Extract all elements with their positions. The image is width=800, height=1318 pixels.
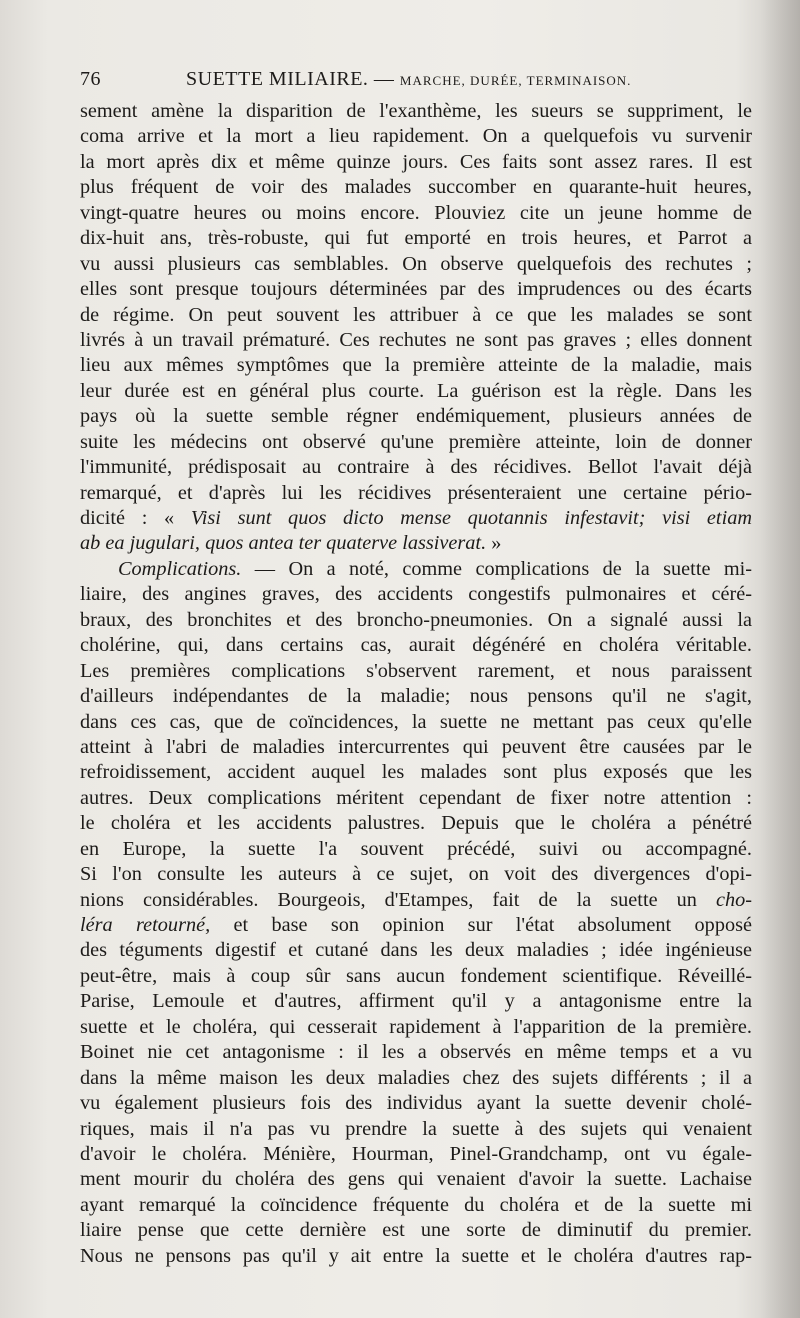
text-line: Si l'on consulte les auteurs à ce sujet, on voit des divergences d'opi- xyxy=(80,863,752,886)
text-line: ayant remarqué la coïncidence fréquente du choléra et de la suette mi xyxy=(80,1193,752,1216)
italic-term: léra retourné, xyxy=(80,914,211,936)
text-line xyxy=(80,531,752,556)
text-line: braux, des bronchites et des broncho-pneumonies. On a signalé aussi la xyxy=(80,608,752,631)
text-line: atteint à l'abri de maladies intercurrentes qui peuvent être causées par le xyxy=(80,735,752,758)
running-head xyxy=(80,68,760,96)
page-edge-shadow xyxy=(760,0,800,1318)
text-line: liaire pense que cette dernière est une sorte de diminutif du premier. xyxy=(80,1219,752,1242)
text-line xyxy=(80,506,752,531)
text-line: riques, mais il n'a pas vu prendre la suette à des sujets qui venaient xyxy=(80,1117,752,1140)
text-line: refroidissement, accident auquel les malades sont plus exposés que les xyxy=(80,761,752,784)
text-line: Parise, Lemoule et d'autres, affirment qu'il y a antagonisme entre la xyxy=(80,990,752,1013)
running-title xyxy=(186,68,631,91)
text-line: pays où la suette semble régner endémiquement, plusieurs années de xyxy=(80,405,752,428)
text-line: ment mourir du choléra des gens qui venaient d'avoir la suette. Lachaise xyxy=(80,1168,752,1191)
text-line: la mort après dix et même quinze jours. Ces faits sont assez rares. Il est xyxy=(80,150,752,173)
text-line: peut-être, mais à coup sûr sans aucun fondement scientifique. Réveillé- xyxy=(80,964,752,987)
text-line: d'avoir le choléra. Ménière, Hourman, Pinel-Grandchamp, ont vu égale- xyxy=(80,1142,752,1165)
text-line: autres. Deux complications méritent cependant de fixer notre attention : xyxy=(80,786,752,809)
text-line: liaire, des angines graves, des accidents congestifs pulmonaires et céré- xyxy=(80,583,752,606)
text-line: Boinet nie cet antagonisme : il les a observés en même temps et a vu xyxy=(80,1041,752,1064)
text-line xyxy=(80,913,752,938)
text-line: suite les médecins ont observé qu'une première atteinte, loin de donner xyxy=(80,430,752,453)
italic-term: cho- xyxy=(715,888,752,911)
text-line: sement amène la disparition de l'exanthème, les sueurs se suppriment, le xyxy=(80,100,752,122)
text-line: des téguments digestif et cutané dans les deux maladies ; idée ingénieuse xyxy=(80,939,752,962)
text-line: vu également plusieurs fois des individus ayant la suette devenir cholé- xyxy=(80,1092,752,1115)
text-line: vu aussi plusieurs cas semblables. On observe quelquefois des rechutes ; xyxy=(80,252,752,275)
text-run: — On a noté, comme complications de la suette mi- xyxy=(241,557,752,580)
section-heading-line xyxy=(80,557,752,582)
running-title-dash: — xyxy=(373,68,395,90)
body-text xyxy=(80,99,752,1269)
text-line: lieu aux mêmes symptômes que la première atteinte de la maladie, mais xyxy=(80,354,752,377)
running-title-main: SUETTE MILIAIRE. xyxy=(186,68,369,90)
text-line: livrés à un travail prématuré. Ces rechutes ne sont pas graves ; elles donnent xyxy=(80,328,752,351)
text-line: plus fréquent de voir des malades succomber en quarante-huit heures, xyxy=(80,176,752,199)
text-line: le choléra et les accidents palustres. Depuis que le choléra a pénétré xyxy=(80,812,752,835)
text-line: suette et le choléra, qui cesserait rapidement à l'apparition de la première. xyxy=(80,1015,752,1038)
text-line: Les premières complications s'observent rarement, et nous paraissent xyxy=(80,659,752,682)
text-line: Nous ne pensons pas qu'il y ait entre la suette et le choléra d'autres rap- xyxy=(80,1244,752,1267)
text-line: elles sont presque toujours déterminées par des imprudences ou des écarts xyxy=(80,278,752,301)
text-run: » xyxy=(486,532,502,555)
text-line: l'immunité, prédisposait au contraire à des récidives. Bellot l'avait déjà xyxy=(80,456,752,479)
latin-quotation: ab ea jugulari, quos antea ter quaterve lassiverat. xyxy=(80,532,487,555)
text-run: et base son opinion sur l'état absolument opposé xyxy=(210,914,752,936)
section-heading-complications: Complications. xyxy=(118,557,242,580)
text-line: d'ailleurs indépendantes de la maladie; nous pensons qu'il ne s'agit, xyxy=(80,685,752,708)
text-run: nions considérables. Bourgeois, d'Etampes, fait de la suette un xyxy=(80,888,716,911)
text-line: vingt-quatre heures ou moins encore. Plouviez cite un jeune homme de xyxy=(80,201,752,224)
text-line: dix-huit ans, très-robuste, qui fut emporté en trois heures, et Parrot a xyxy=(80,227,752,250)
text-line: dans la même maison les deux maladies chez des sujets différents ; il a xyxy=(80,1066,752,1089)
text-line: coma arrive et la mort a lieu rapidement. On a quelquefois vu survenir xyxy=(80,125,752,148)
running-title-subtitle: MARCHE, DURÉE, TERMINAISON. xyxy=(399,73,632,88)
text-line: de régime. On peut souvent les attribuer à ce que les malades se sont xyxy=(80,303,752,326)
page-number: 76 xyxy=(80,68,101,90)
text-line: remarqué, et d'après lui les récidives présenteraient une certaine pério- xyxy=(80,481,752,504)
text-line: leur durée est en général plus courte. La guérison est la règle. Dans les xyxy=(80,379,752,402)
text-line: en Europe, la suette l'a souvent précédé, suivi ou accompagné. xyxy=(80,837,752,860)
text-line xyxy=(80,888,752,913)
text-line: cholérine, qui, dans certains cas, aurait dégénéré en choléra véritable. xyxy=(80,634,752,657)
text-run: dicité : « xyxy=(80,507,191,529)
latin-quotation: Visi sunt quos dicto mense quotannis infestavit; visi etiam xyxy=(190,507,752,529)
text-line: dans ces cas, que de coïncidences, la suette ne mettant pas ceux qu'elle xyxy=(80,710,752,733)
